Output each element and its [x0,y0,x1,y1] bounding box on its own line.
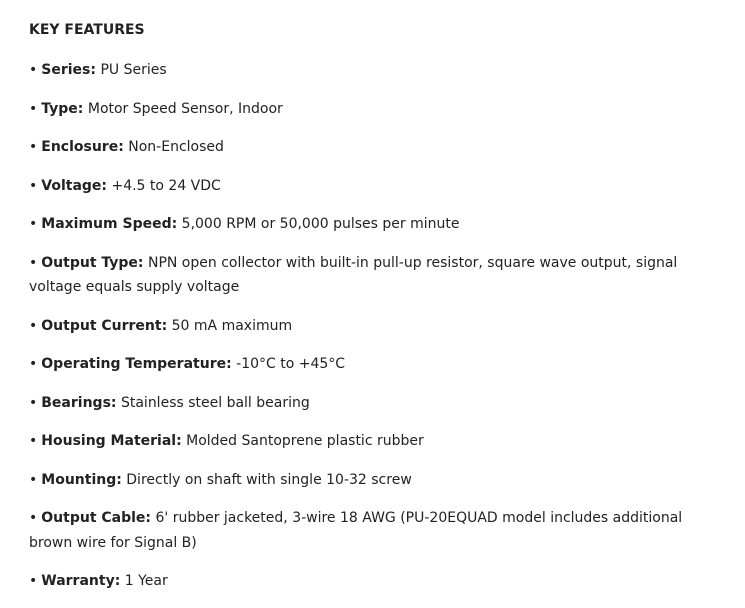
bullet-marker: • [29,510,38,526]
bullet-marker: • [29,100,38,117]
feature-value: -10°C to +45°C [236,356,346,372]
feature-value: PU Series [100,62,167,78]
feature-label: Warranty: [41,573,121,589]
feature-value: +4.5 to 24 VDC [111,177,221,194]
bullet-marker: • [29,317,38,334]
bullet-marker: • [29,177,38,194]
feature-label: Type: [41,100,84,117]
feature-label: Voltage: [41,177,108,194]
feature-item [29,429,709,454]
feature-label: Enclosure: [41,139,124,155]
feature-label: Bearings: [41,394,117,411]
feature-item [29,97,709,122]
feature-value: Motor Speed Sensor, Indoor [87,100,283,117]
feature-item [29,352,709,377]
key-features-section [29,21,709,608]
feature-value: Molded Santoprene plastic rubber [186,433,424,449]
feature-list [29,58,709,594]
feature-item [29,135,709,160]
bullet-marker: • [29,394,38,411]
feature-value: 1 Year [124,573,168,589]
feature-item [29,58,709,83]
feature-label: Output Type: [41,254,144,271]
bullet-marker: • [29,254,38,271]
feature-label: Series: [41,62,96,78]
feature-item [29,251,709,300]
feature-label: Housing Material: [41,433,182,449]
feature-value: 50 mA maximum [171,317,293,334]
feature-value: NPN open collector with built-in pull-up resistor, square wave output, signal voltage equals supply voltage [29,254,678,295]
feature-item [29,314,709,339]
feature-value: Stainless steel ball bearing [120,394,310,411]
feature-item [29,212,709,237]
bullet-marker: • [29,356,38,372]
feature-item [29,174,709,199]
bullet-marker: • [29,62,38,78]
feature-item [29,569,709,594]
bullet-marker: • [29,216,38,232]
feature-value: Directly on shaft with single 10-32 screw [126,471,412,488]
feature-label: Output Cable: [41,510,152,526]
bullet-marker: • [29,433,38,449]
feature-value: 5,000 RPM or 50,000 pulses per minute [181,216,460,232]
feature-label: Operating Temperature: [41,356,232,372]
feature-value: 6' rubber jacketed, 3-wire 18 AWG (PU-20EQUAD model includes additional brown wire for Signal B) [29,510,683,551]
section-heading: KEY FEATURES [29,22,145,38]
bullet-marker: • [29,471,38,488]
feature-label: Output Current: [41,317,168,334]
feature-label: Mounting: [41,471,122,488]
feature-value: Non-Enclosed [128,139,224,155]
feature-item [29,468,709,493]
feature-item [29,506,709,555]
bullet-marker: • [29,139,38,155]
bullet-marker: • [29,573,38,589]
feature-label: Maximum Speed: [41,216,178,232]
feature-item [29,391,709,416]
